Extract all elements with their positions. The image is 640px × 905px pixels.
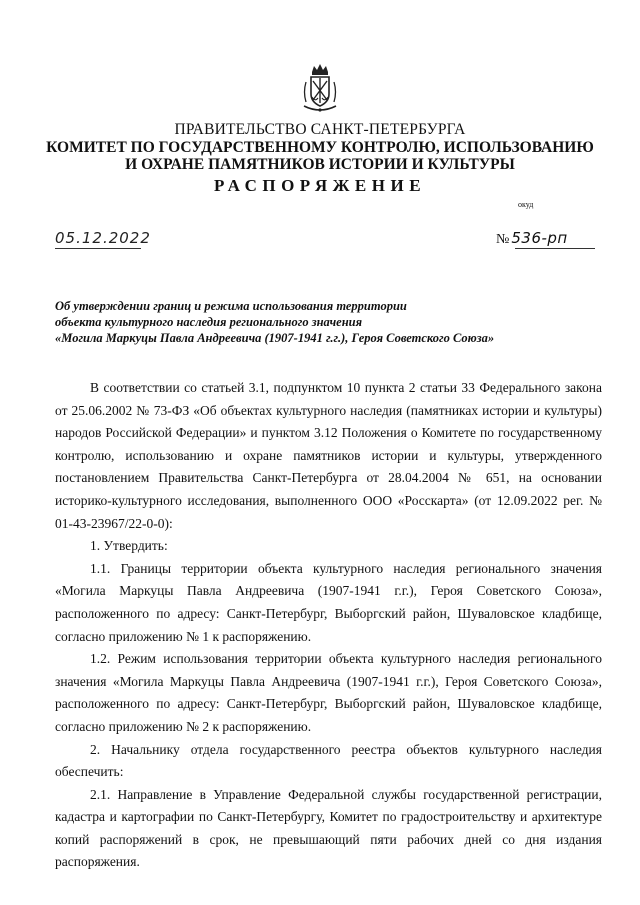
number-value: 536-рп xyxy=(511,229,568,247)
subject-line1: Об утверждении границ и режима использования территории xyxy=(55,299,407,313)
paragraph-2-1: 2.1. Направление в Управление Федеральной службы государственной регистрации, кадастра и картографии по Санкт-Петербургу, Комитет по градостроительству и архитектуре копий распоряжений в срок, не превышающий пяти рабочих дней со дня издания распоряжения. xyxy=(55,786,602,870)
date-underline xyxy=(55,248,141,249)
okud-label: окуд xyxy=(518,200,534,209)
number-sign: № xyxy=(496,232,510,247)
paragraph-preamble: В соответствии со статьей 3.1, подпунктом 10 пункта 2 статьи 33 Федерального закона от 25.06.2002 № 73-ФЗ «Об объектах культурного наследия (памятниках истории и культуры) народов Российской Федерации» и пунктом 3.12 Положения о Комитете по государственному контролю, использованию и охране памятников истории и культуры, утвержденного постановлением Правительства Санкт-Петербурга от 28.04.2004 № 651, на основании историко-культурного исследования, выполненного ООО «Росскарта» (от 12.09.2022 рег. № 01-43-23967/22-0-0): xyxy=(55,380,602,531)
number-underline xyxy=(515,248,595,249)
paragraph-2: 2. Начальнику отдела государственного реестра объектов культурного наследия обеспечить: xyxy=(55,741,602,780)
paragraph-1: 1. Утвердить: xyxy=(90,538,168,554)
committee-title-line2: И ОХРАНЕ ПАМЯТНИКОВ ИСТОРИИ И КУЛЬТУРЫ xyxy=(125,156,515,173)
subject-line3: «Могила Маркуцы Павла Андреевича (1907-1941 г.г.), Героя Советского Союза» xyxy=(55,331,495,345)
paragraph-1-1: 1.1. Границы территории объекта культурного наследия регионального значения «Могила Маркуцы Павла Андреевича (1907-1941 г.г.), Героя Советского Союза», расположенного по адресу: Санкт-Петербург, Выборгский район, Шуваловское кладбище, согласно приложению № 1 к распоряжению. xyxy=(55,560,602,644)
committee-title-line1: КОМИТЕТ ПО ГОСУДАРСТВЕННОМУ КОНТРОЛЮ, ИСПОЛЬЗОВАНИЮ xyxy=(46,139,594,156)
document-number xyxy=(496,229,568,248)
document-body xyxy=(55,377,602,874)
paragraph-1-2: 1.2. Режим использования территории объекта культурного наследия регионального значения «Могила Маркуцы Павла Андреевича (1907-1941 г.г.), Героя Советского Союза», расположенного по адресу: Санкт-Петербург, Выборгский район, Шуваловское кладбище, согласно приложению № 2 к распоряжению. xyxy=(55,651,602,734)
document-subject xyxy=(55,298,595,346)
document-date: 05.12.2022 xyxy=(55,229,151,247)
subject-line2: объекта культурного наследия регионального значения xyxy=(55,315,363,329)
st-petersburg-coat-of-arms-icon xyxy=(300,62,340,114)
document-type: РАСПОРЯЖЕНИЕ xyxy=(213,176,427,195)
government-title: ПРАВИТЕЛЬСТВО САНКТ-ПЕТЕРБУРГА xyxy=(174,121,466,138)
